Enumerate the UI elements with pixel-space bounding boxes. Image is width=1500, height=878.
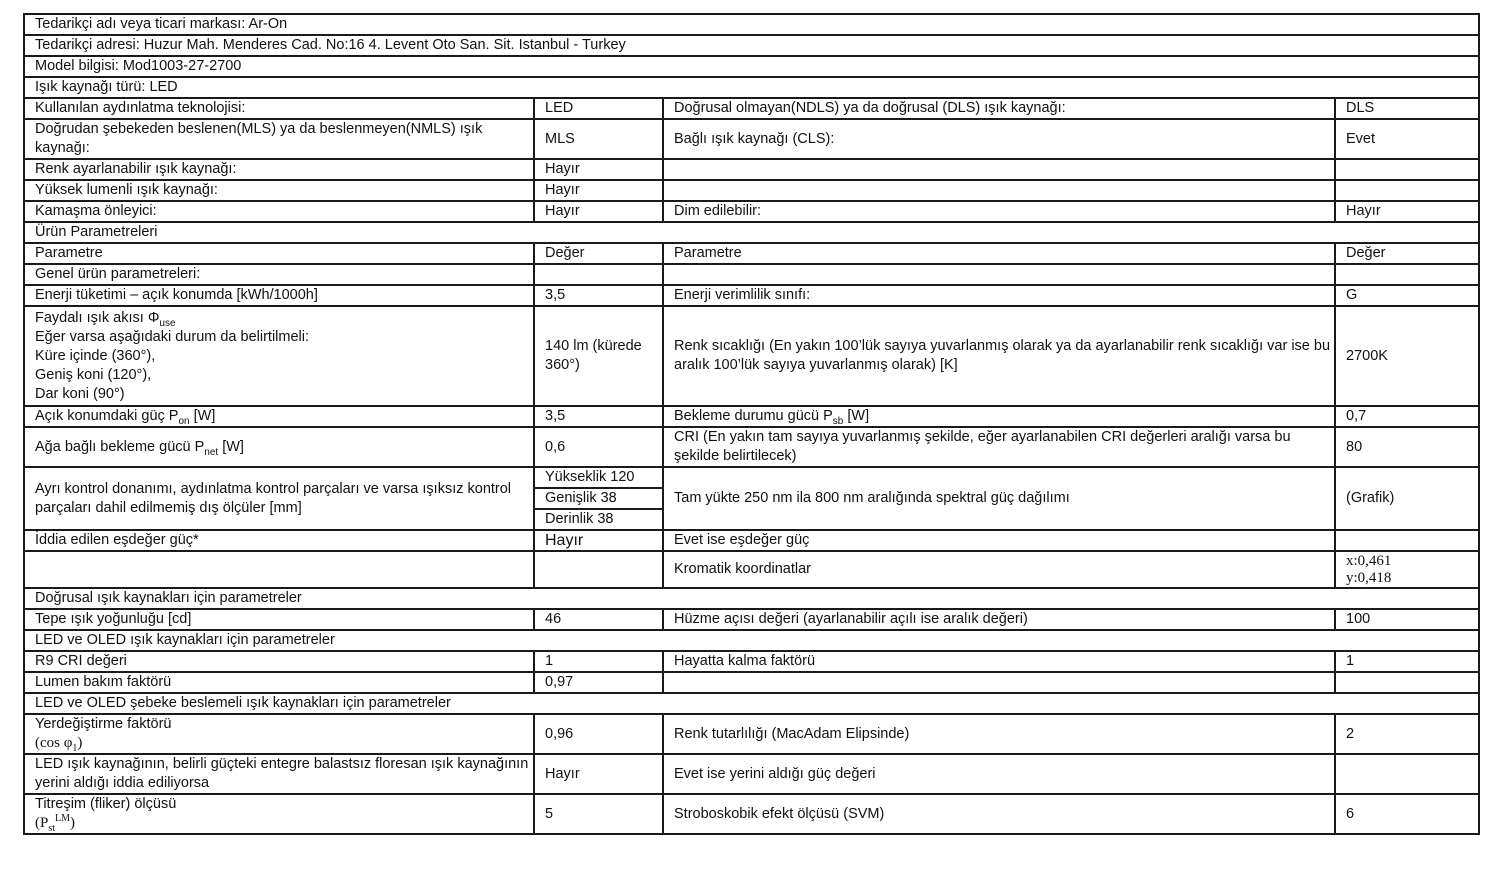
ndls-label: Doğrusal olmayan(NDLS) ya da doğrusal (DLS) ışık kaynağı:: [663, 98, 1335, 119]
cfl-label: LED ışık kaynağının, belirli güçteki entegre balastsız floresan ışık kaynağının yerini aldığı iddia ediliyorsa: [24, 754, 534, 794]
table-row: [24, 306, 1479, 406]
light-source-type: Işık kaynağı türü: LED: [24, 77, 1479, 98]
section-header-row: [24, 693, 1479, 714]
dimmable-value: Hayır: [1335, 201, 1479, 222]
cls-label: Bağlı ışık kaynağı (CLS):: [663, 119, 1335, 159]
table-row: [24, 264, 1479, 285]
general-params-title: Genel ürün parametreleri:: [24, 264, 534, 285]
cri-value: 80: [1335, 427, 1479, 467]
section-header-row: [24, 588, 1479, 609]
equiv-value: Hayır: [534, 530, 663, 551]
psb-value: 0,7: [1335, 406, 1479, 427]
table-row: [24, 651, 1479, 672]
beam-value: 100: [1335, 609, 1479, 630]
replace-power-label: Evet ise yerini aldığı güç değeri: [663, 754, 1335, 794]
efficiency-value: G: [1335, 285, 1479, 306]
dims-height: Yükseklik 120: [534, 467, 663, 488]
led-oled-title: LED ve OLED ışık kaynakları için parametreler: [24, 630, 1479, 651]
flux-value: 140 lm (kürede 360°): [534, 306, 663, 406]
dims-width: Genişlik 38: [534, 488, 663, 509]
supplier-address-row: [24, 35, 1479, 56]
color-consistency-value: 2: [1335, 714, 1479, 754]
equiv-label: İddia edilen eşdeğer güç*: [24, 530, 534, 551]
lighting-tech-label: Kullanılan aydınlatma teknolojisi:: [24, 98, 534, 119]
flux-label: Faydalı ışık akısı $\Phi_{use}$ Eğer varsa aşağıdaki durum da belirtilmeli: Küre içinde (360°), Geniş koni (120°), Dar koni (90°): [24, 306, 534, 406]
product-information-sheet: [23, 13, 1478, 835]
empty-cell: [1335, 530, 1479, 551]
anti-glare-label: Kamaşma önleyici:: [24, 201, 534, 222]
empty-cell: [663, 672, 1335, 693]
pon-label: Açık konumdaki güç $P_{on}$ [W]: [24, 406, 534, 427]
col-param2-header: Parametre: [663, 243, 1335, 264]
chroma-value: [1335, 551, 1479, 588]
table-row: [24, 406, 1479, 427]
cls-value: Evet: [1335, 119, 1479, 159]
energy-value: 3,5: [534, 285, 663, 306]
empty-cell: [1335, 159, 1479, 180]
mls-value: MLS: [534, 119, 663, 159]
model-row: [24, 56, 1479, 77]
equiv-power-label: Evet ise eşdeğer güç: [663, 530, 1335, 551]
r9-label: R9 CRI değeri: [24, 651, 534, 672]
table-row: [24, 285, 1479, 306]
beam-label: Hüzme açısı değeri (ayarlanabilir açılı ise aralık değeri): [663, 609, 1335, 630]
dimmable-label: Dim edilebilir:: [663, 201, 1335, 222]
empty-cell: [1335, 264, 1479, 285]
col-value2-header: Değer: [1335, 243, 1479, 264]
table-row: [24, 119, 1479, 159]
color-consistency-label: Renk tutarlılığı (MacAdam Elipsinde): [663, 714, 1335, 754]
supplier-address: Tedarikçi adresi: Huzur Mah. Menderes Cad. No:16 4. Levent Oto San. Sit. Istanbul - Turkey: [24, 35, 1479, 56]
efficiency-label: Enerji verimlilik sınıfı:: [663, 285, 1335, 306]
empty-cell: [663, 159, 1335, 180]
model-info: Model bilgisi: Mod1003-27-2700: [24, 56, 1479, 77]
section-header-row: [24, 222, 1479, 243]
survival-value: 1: [1335, 651, 1479, 672]
displacement-label: Yerdeğiştirme faktörü (cos $\varphi_1$): [24, 714, 534, 754]
empty-cell: [534, 264, 663, 285]
light-source-type-row: [24, 77, 1479, 98]
table-row: [24, 551, 1479, 588]
product-info-table: [23, 13, 1480, 835]
chroma-y: y:0,418: [1346, 569, 1392, 586]
empty-cell: [1335, 754, 1479, 794]
table-row: [24, 530, 1479, 551]
lumen-maint-value: 0,97: [534, 672, 663, 693]
pnet-label: Ağa bağlı bekleme gücü $P_{net}$ [W]: [24, 427, 534, 467]
mls-label: Doğrudan şebekeden beslenen(MLS) ya da beslenmeyen(NMLS) ışık kaynağı:: [24, 119, 534, 159]
lumen-maint-label: Lumen bakım faktörü: [24, 672, 534, 693]
empty-cell: [24, 551, 534, 588]
empty-cell: [663, 180, 1335, 201]
table-row: [24, 672, 1479, 693]
table-row: [24, 427, 1479, 467]
directional-title: Doğrusal ışık kaynakları için parametreler: [24, 588, 1479, 609]
peak-value: 46: [534, 609, 663, 630]
col-value-header: Değer: [534, 243, 663, 264]
flicker-label: Titreşim (fliker) ölçüsü $(P_{st}^{LM})$: [24, 794, 534, 834]
table-row: [24, 714, 1479, 754]
lighting-tech-value: LED: [534, 98, 663, 119]
dims-depth: Derinlik 38: [534, 509, 663, 530]
table-row: [24, 98, 1479, 119]
table-row: [24, 201, 1479, 222]
high-lumen-value: Hayır: [534, 180, 663, 201]
dims-label: Ayrı kontrol donanımı, aydınlatma kontrol parçaları ve varsa ışıksız kontrol parçaları dahil edilmemiş dış ölçüler [mm]: [24, 467, 534, 530]
anti-glare-value: Hayır: [534, 201, 663, 222]
r9-value: 1: [534, 651, 663, 672]
energy-label: Enerji tüketimi – açık konumda [kWh/1000h]: [24, 285, 534, 306]
svm-value: 6: [1335, 794, 1479, 834]
color-tunable-value: Hayır: [534, 159, 663, 180]
table-row: [24, 609, 1479, 630]
pnet-value: 0,6: [534, 427, 663, 467]
survival-label: Hayatta kalma faktörü: [663, 651, 1335, 672]
svm-label: Stroboskobik efekt ölçüsü (SVM): [663, 794, 1335, 834]
product-params-title: Ürün Parametreleri: [24, 222, 1479, 243]
psb-label: Bekleme durumu gücü $P_{sb}$ [W]: [663, 406, 1335, 427]
color-tunable-label: Renk ayarlanabilir ışık kaynağı:: [24, 159, 534, 180]
chroma-x: x:0,461: [1346, 552, 1392, 569]
spd-label: Tam yükte 250 nm ila 800 nm aralığında spektral güç dağılımı: [663, 467, 1335, 530]
column-header-row: [24, 243, 1479, 264]
table-row: [24, 180, 1479, 201]
mains-title: LED ve OLED şebeke beslemeli ışık kaynakları için parametreler: [24, 693, 1479, 714]
empty-cell: [1335, 672, 1479, 693]
empty-cell: [663, 264, 1335, 285]
cri-label: CRI (En yakın tam sayıya yuvarlanmış şekilde, eğer ayarlanabilen CRI değerleri aralığı varsa bu şekilde belirtilecek): [663, 427, 1335, 467]
table-row: [24, 754, 1479, 794]
flicker-value: 5: [534, 794, 663, 834]
cfl-value: Hayır: [534, 754, 663, 794]
col-param-header: Parametre: [24, 243, 534, 264]
empty-cell: [534, 551, 663, 588]
table-row: [24, 794, 1479, 834]
table-row: [24, 467, 1479, 488]
empty-cell: [1335, 180, 1479, 201]
cct-value: 2700K: [1335, 306, 1479, 406]
cct-label: Renk sıcaklığı (En yakın 100’lük sayıya yuvarlanmış olarak ya da ayarlanabilir renk sıcaklığı var ise bu aralık 100’lük sayıya yuvarlanmış olarak) [K]: [663, 306, 1335, 406]
ndls-value: DLS: [1335, 98, 1479, 119]
pon-value: 3,5: [534, 406, 663, 427]
table-row: [24, 159, 1479, 180]
high-lumen-label: Yüksek lumenli ışık kaynağı:: [24, 180, 534, 201]
section-header-row: [24, 630, 1479, 651]
spd-value: (Grafik): [1335, 467, 1479, 530]
chroma-label: Kromatik koordinatlar: [663, 551, 1335, 588]
peak-label: Tepe ışık yoğunluğu [cd]: [24, 609, 534, 630]
supplier-name-row: [24, 14, 1479, 35]
displacement-value: 0,96: [534, 714, 663, 754]
supplier-name: Tedarikçi adı veya ticari markası: Ar-On: [24, 14, 1479, 35]
